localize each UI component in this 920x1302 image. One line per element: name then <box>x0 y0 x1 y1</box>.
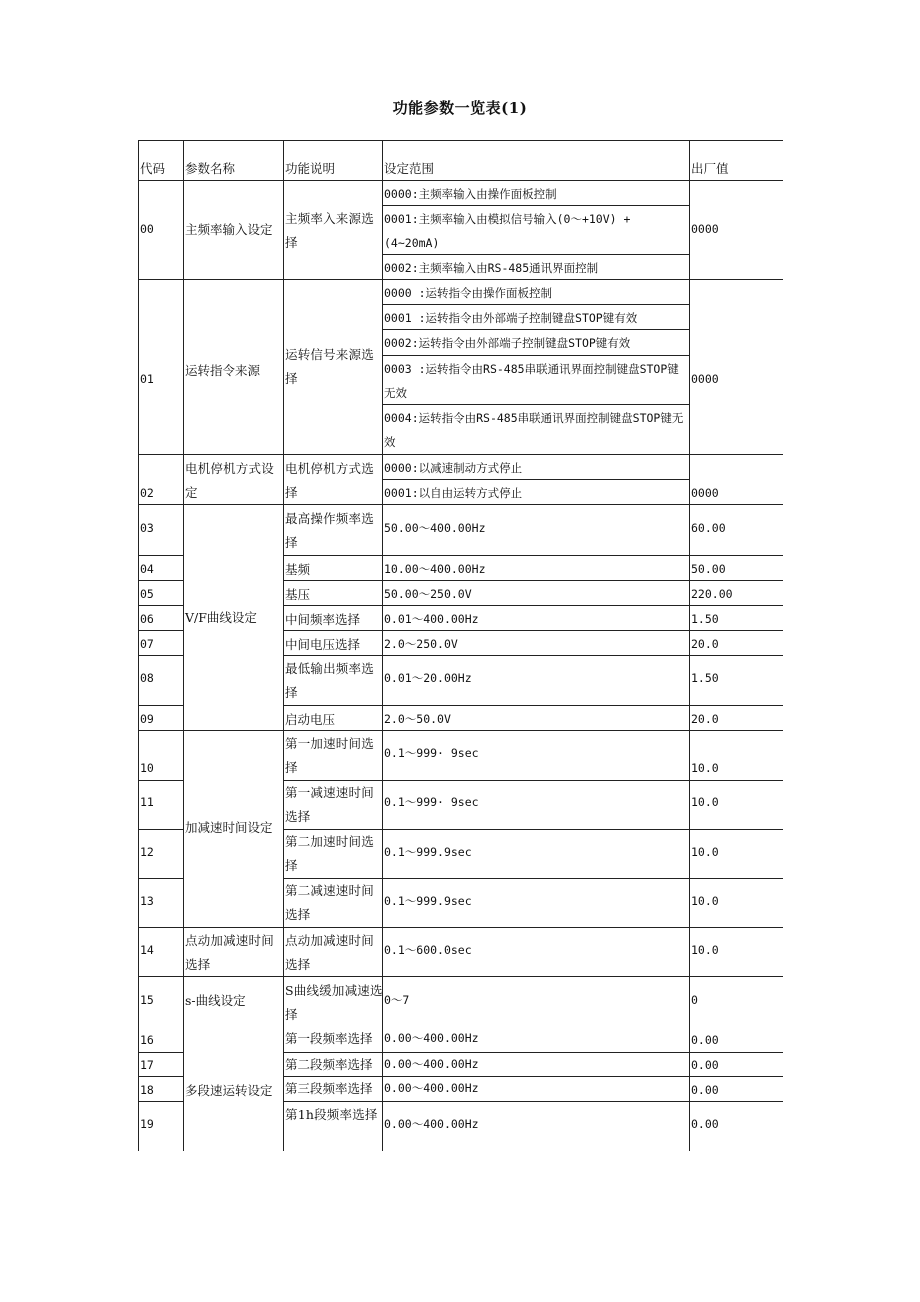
desc-cell: 第1h段频率选择 <box>285 1107 378 1122</box>
table-rule <box>138 829 184 830</box>
default-cell: 0000 <box>691 222 719 236</box>
default-cell: 50.00 <box>691 562 726 576</box>
code-cell: 09 <box>140 712 154 726</box>
default-cell: 10.0 <box>691 795 719 809</box>
table-rule <box>138 878 184 879</box>
desc-cell: 最高操作频率选择 <box>285 511 374 550</box>
default-cell: 60.00 <box>691 521 726 535</box>
code-cell: 18 <box>140 1083 154 1097</box>
group-name: 点动加减速时间选择 <box>185 933 274 972</box>
code-cell: 07 <box>140 637 154 651</box>
default-cell: 0000 <box>691 486 719 500</box>
group-name: 主频率输入设定 <box>185 222 273 237</box>
code-cell: 16 <box>140 1033 154 1047</box>
range-option: 0000:主频率输入由操作面板控制 <box>384 187 557 201</box>
code-cell: 00 <box>140 222 154 236</box>
desc-cell: S曲线缓加减速选择 <box>285 983 383 1022</box>
table-rule <box>138 927 783 928</box>
desc-cell: 基压 <box>285 587 311 602</box>
range-cell: 50.00〜400.00Hz <box>384 521 486 535</box>
default-cell: 0.00 <box>691 1058 719 1072</box>
desc-cell: 第二减速速时间选择 <box>285 883 374 922</box>
range-cell: 0.01〜20.00Hz <box>384 671 472 685</box>
header-code: 代码 <box>140 161 166 176</box>
table-rule <box>689 140 690 1151</box>
group-name: V/F曲线设定 <box>185 610 257 625</box>
range-option: 0000:以减速制动方式停止 <box>384 461 523 475</box>
range-option: 0004:运转指令由RS-485串联通讯界面控制键盘STOP键无效 <box>384 411 684 449</box>
header-name: 参数名称 <box>185 161 236 176</box>
header-default: 出厂值 <box>691 161 729 176</box>
range-cell: 50.00〜250.0V <box>384 587 472 601</box>
group-name: 加减速时间设定 <box>185 820 273 835</box>
desc-cell: 主频率入来源选择 <box>285 211 374 250</box>
code-cell: 10 <box>140 761 154 775</box>
range-option: 0002:运转指令由外部端子控制键盘STOP键有效 <box>384 336 631 350</box>
default-cell: 10.0 <box>691 894 719 908</box>
header-desc: 功能说明 <box>285 161 336 176</box>
desc-cell: 第一减速速时间选择 <box>285 785 374 824</box>
desc-cell: 中间电压选择 <box>285 637 361 652</box>
default-cell: 220.00 <box>691 587 733 601</box>
table-rule <box>183 140 184 1151</box>
desc-cell: 第一段频率选择 <box>285 1031 373 1046</box>
default-cell: 1.50 <box>691 671 719 685</box>
default-cell: 10.0 <box>691 761 719 775</box>
desc-cell: 第二段频率选择 <box>285 1057 373 1072</box>
range-cell: 0.00〜400.00Hz <box>384 1057 479 1071</box>
range-cell: 0.1〜600.0sec <box>384 943 472 957</box>
code-cell: 01 <box>140 372 154 386</box>
range-option: 0001:主频率输入由模拟信号输入(0〜+10V) + (4~20mA) <box>384 212 631 250</box>
range-option: 0000 :运转指令由操作面板控制 <box>384 286 553 300</box>
default-cell: 10.0 <box>691 943 719 957</box>
group-name: s-曲线设定 <box>185 993 246 1008</box>
range-option: 0002:主频率输入由RS-485通讯界面控制 <box>384 261 599 275</box>
range-cell: 0.1〜999.9sec <box>384 845 472 859</box>
default-cell: 20.0 <box>691 637 719 651</box>
range-cell: 0〜7 <box>384 993 410 1007</box>
code-cell: 02 <box>140 486 154 500</box>
default-cell: 10.0 <box>691 845 719 859</box>
group-name: 电机停机方式设定 <box>185 461 274 500</box>
range-cell: 0.1〜999.9sec <box>384 894 472 908</box>
group-name: 运转指令来源 <box>185 363 261 378</box>
code-cell: 19 <box>140 1117 154 1131</box>
desc-cell: 最低输出频率选择 <box>285 661 374 700</box>
table-rule <box>138 140 139 1151</box>
table-rule <box>138 705 184 706</box>
default-cell: 0.00 <box>691 1083 719 1097</box>
table-rule <box>138 140 783 141</box>
desc-cell: 点动加减速时间选择 <box>285 933 374 972</box>
table-rule <box>284 705 783 706</box>
code-cell: 15 <box>140 993 154 1007</box>
range-cell: 10.00〜400.00Hz <box>384 562 486 576</box>
code-cell: 08 <box>140 671 154 685</box>
default-cell: 0.00 <box>691 1117 719 1131</box>
range-cell: 0.00〜400.00Hz <box>384 1117 479 1131</box>
table-rule <box>138 454 783 455</box>
range-cell: 0.00〜400.00Hz <box>384 1081 479 1095</box>
desc-cell: 启动电压 <box>285 712 336 727</box>
code-cell: 05 <box>140 587 154 601</box>
default-cell: 0.00 <box>691 1033 719 1047</box>
header-range: 设定范围 <box>384 161 435 176</box>
range-cell: 2.0〜250.0V <box>384 637 458 651</box>
table-rule <box>138 555 184 556</box>
range-cell: 0.1〜999· 9sec <box>384 795 479 809</box>
range-cell: 0.01〜400.00Hz <box>384 612 479 626</box>
range-option: 0001:以自由运转方式停止 <box>384 486 523 500</box>
table-rule <box>138 730 783 731</box>
code-cell: 13 <box>140 894 154 908</box>
table-rule <box>284 555 783 556</box>
range-cell: 0.00〜400.00Hz <box>384 1031 479 1045</box>
default-cell: 0 <box>691 993 698 1007</box>
desc-cell: 运转信号来源选择 <box>285 347 374 386</box>
desc-cell: 中间频率选择 <box>285 612 361 627</box>
range-cell: 0.1〜999· 9sec <box>384 746 479 760</box>
code-cell: 06 <box>140 612 154 626</box>
default-cell: 20.0 <box>691 712 719 726</box>
table-rule <box>283 140 284 1151</box>
desc-cell: 第一加速时间选择 <box>285 736 374 775</box>
default-cell: 1.50 <box>691 612 719 626</box>
code-cell: 17 <box>140 1058 154 1072</box>
code-cell: 12 <box>140 845 154 859</box>
code-cell: 14 <box>140 943 154 957</box>
code-cell: 03 <box>140 521 154 535</box>
page-title: 功能参数一览表(1) <box>392 99 528 117</box>
range-option: 0003 :运转指令由RS-485串联通讯界面控制键盘STOP键无效 <box>384 362 679 400</box>
desc-cell: 电机停机方式选择 <box>285 461 374 500</box>
code-cell: 11 <box>140 795 154 809</box>
group-name: 多段速运转设定 <box>185 1083 273 1098</box>
default-cell: 0000 <box>691 372 719 386</box>
desc-cell: 基频 <box>285 562 311 577</box>
range-cell: 2.0〜50.0V <box>384 712 451 726</box>
code-cell: 04 <box>140 562 154 576</box>
desc-cell: 第三段频率选择 <box>285 1081 373 1096</box>
range-option: 0001 :运转指令由外部端子控制键盘STOP键有效 <box>384 311 638 325</box>
desc-cell: 第二加速时间选择 <box>285 834 374 873</box>
